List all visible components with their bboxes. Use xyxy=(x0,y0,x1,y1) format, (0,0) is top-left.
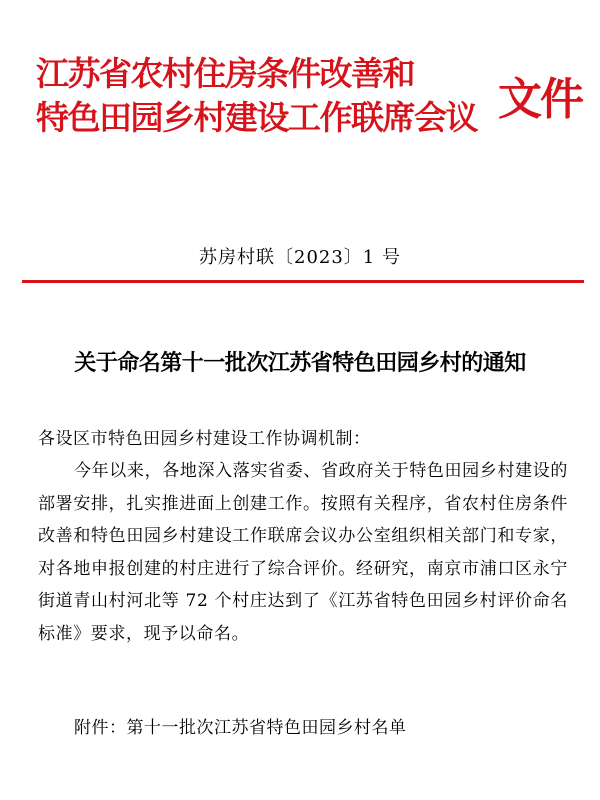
salutation: 各设区市特色田园乡村建设工作协调机制： xyxy=(38,429,371,449)
document-header xyxy=(36,52,582,172)
body-paragraph: 今年以来，各地深入落实省委、省政府关于特色田园乡村建设的部署安排，扎实推进面上创建工作。按照有关程序，省农村住房条件改善和特色田园乡村建设工作联席会议办公室组织相关部门和专家，对各地申报创建的村庄进行了综合评价。经研究，南京市浦口区永宁街道青山村河北等 72 个村庄达到了《江苏省特色田园乡村评价命名标准》要求，现予以命名。 xyxy=(38,461,568,644)
issuing-authority-line-1: 江苏省农村住房条件改善和 xyxy=(36,54,414,93)
document-title: 关于命名第十一批次江苏省特色田园乡村的通知 xyxy=(74,350,526,376)
document-type-label: 文件 xyxy=(498,74,582,125)
red-divider-line xyxy=(22,280,584,283)
issuing-authority-line-2: 特色田园乡村建设工作联席会议 xyxy=(36,98,477,137)
attachment-note: 附件：第十一批次江苏省特色田园乡村名单 xyxy=(74,718,407,738)
document-number: 苏房村联〔2023〕1 号 xyxy=(199,247,401,268)
issuing-authority xyxy=(36,52,491,140)
